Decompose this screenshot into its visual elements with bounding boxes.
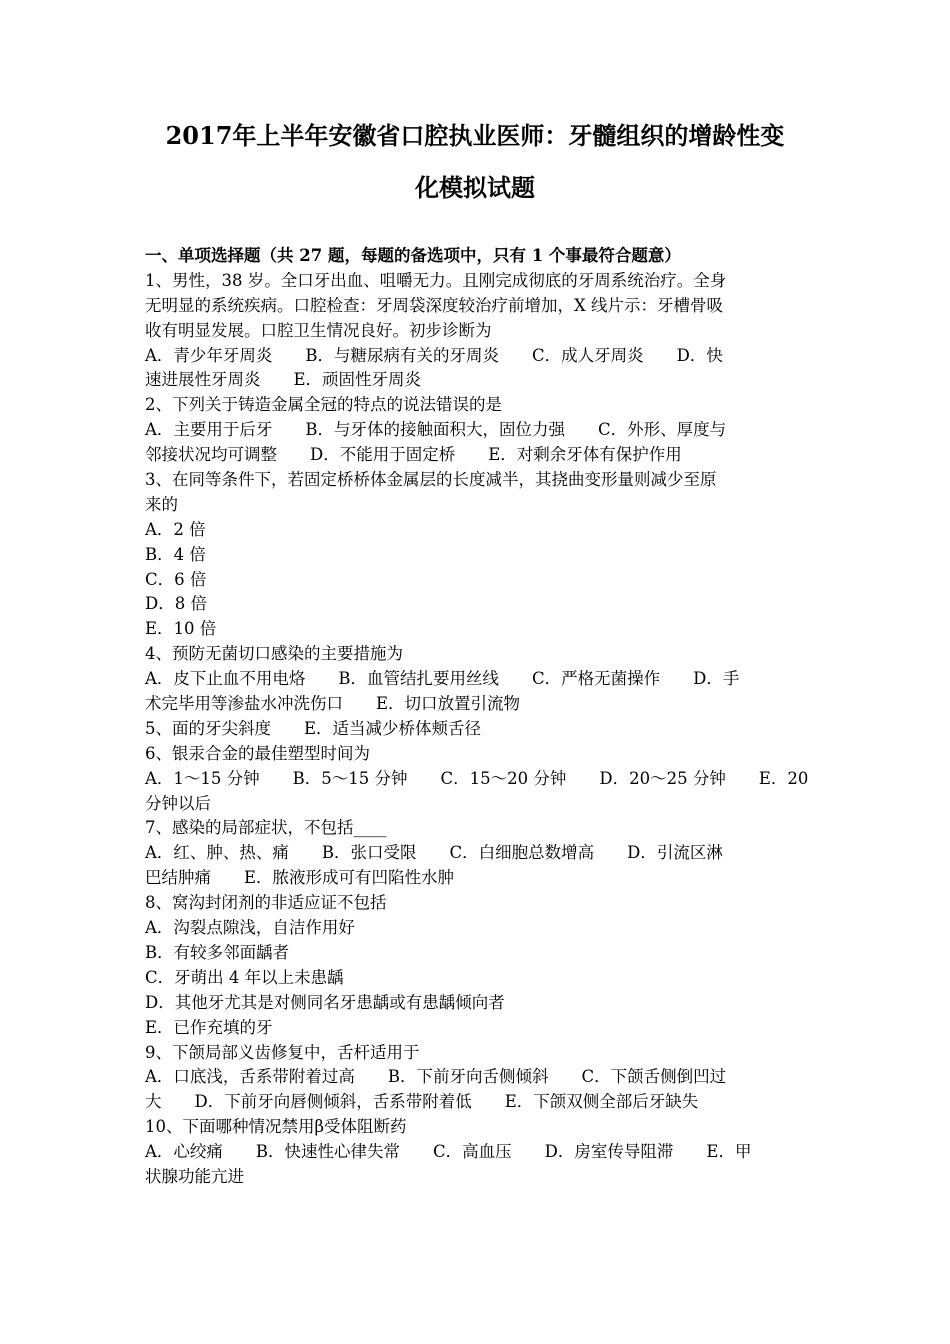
- text-line: A．红、肿、热、痛 B．张口受限 C．白细胞总数增高 D．引流区淋: [145, 843, 723, 863]
- text-line: A．青少年牙周炎 B．与糖尿病有关的牙周炎 C．成人牙周炎 D．快: [145, 345, 723, 365]
- text-line: 术完毕用等渗盐水冲洗伤口 E．切口放置引流物: [145, 694, 521, 714]
- text-line: C．牙萌出 4 年以上未患龋: [145, 967, 344, 987]
- text-line: 3、在同等条件下，若固定桥桥体金属层的长度减半，其挠曲变形量则减少至原: [145, 470, 717, 490]
- text-line: 7、感染的局部症状，不包括____: [145, 818, 387, 838]
- document-title-line-2: 化模拟试题: [415, 173, 535, 202]
- text-line: A．1～15 分钟 B．5～15 分钟 C．15～20 分钟 D．20～25 分钟 E．20: [145, 768, 809, 788]
- text-line: 1、男性，38 岁。全口牙出血、咀嚼无力。且刚完成彻底的牙周系统治疗。全身: [145, 270, 727, 290]
- text-line: A．口底浅，舌系带附着过高 B．下前牙向舌侧倾斜 C．下颌舌侧倒凹过: [145, 1067, 727, 1087]
- text-line: E．已作充填的牙: [145, 1017, 273, 1037]
- text-line: 5、面的牙尖斜度 E．适当减少桥体颊舌径: [145, 718, 482, 738]
- text-line: A．2 倍: [145, 519, 206, 539]
- text-line: D．其他牙尤其是对侧同名牙患龋或有患龋倾向者: [145, 992, 505, 1012]
- text-line: 状腺功能亢进: [145, 1166, 244, 1186]
- text-line: 分钟以后: [145, 793, 211, 813]
- text-line: B．4 倍: [145, 544, 206, 564]
- text-line: E．10 倍: [145, 619, 217, 639]
- text-line: 4、预防无菌切口感染的主要措施为: [145, 644, 403, 664]
- exam-body: [145, 244, 810, 1190]
- text-line: 无明显的系统疾病。口腔检查：牙周袋深度较治疗前增加，X 线片示：牙槽骨吸: [145, 295, 723, 315]
- text-line: A．沟裂点隙浅，自洁作用好: [145, 918, 355, 938]
- text-line: B．有较多邻面龋者: [145, 942, 290, 962]
- text-line: 收有明显发展。口腔卫生情况良好。初步诊断为: [145, 320, 492, 340]
- text-line: A．皮下止血不用电烙 B．血管结扎要用丝线 C．严格无菌操作 D．手: [145, 669, 740, 689]
- text-line: 来的: [145, 494, 178, 514]
- text-line: 2、下列关于铸造金属全冠的特点的说法错误的是: [145, 395, 502, 415]
- text-line: 10、下面哪种情况禁用β受体阻断药: [145, 1117, 407, 1137]
- text-line: C．6 倍: [145, 569, 207, 589]
- text-line: 6、银汞合金的最佳塑型时间为: [145, 743, 370, 763]
- text-line: A．主要用于后牙 B．与牙体的接触面积大，固位力强 C．外形、厚度与: [145, 420, 727, 440]
- text-line: 8、窝沟封闭剂的非适应证不包括: [145, 893, 387, 913]
- document-title-line-1: 2017年上半年安徽省口腔执业医师：牙髓组织的增龄性变: [165, 121, 785, 150]
- text-line: 速进展性牙周炎 E．顽固性牙周炎: [145, 370, 422, 390]
- text-line: 巴结肿痛 E．脓液形成可有凹陷性水肿: [145, 868, 455, 888]
- text-line: 9、下颌局部义齿修复中，舌杆适用于: [145, 1042, 420, 1062]
- text-line: A．心绞痛 B．快速性心律失常 C．高血压 D．房室传导阻滞 E．甲: [145, 1142, 752, 1162]
- text-line: 大 D．下前牙向唇侧倾斜，舌系带附着低 E．下颌双侧全部后牙缺失: [145, 1092, 699, 1112]
- text-line: 邻接状况均可调整 D．不能用于固定桥 E．对剩余牙体有保护作用: [145, 445, 682, 465]
- section-heading: 一、单项选择题（共 27 题，每题的备选项中，只有 1 个事最符合题意）: [145, 246, 681, 265]
- text-line: D．8 倍: [145, 594, 207, 614]
